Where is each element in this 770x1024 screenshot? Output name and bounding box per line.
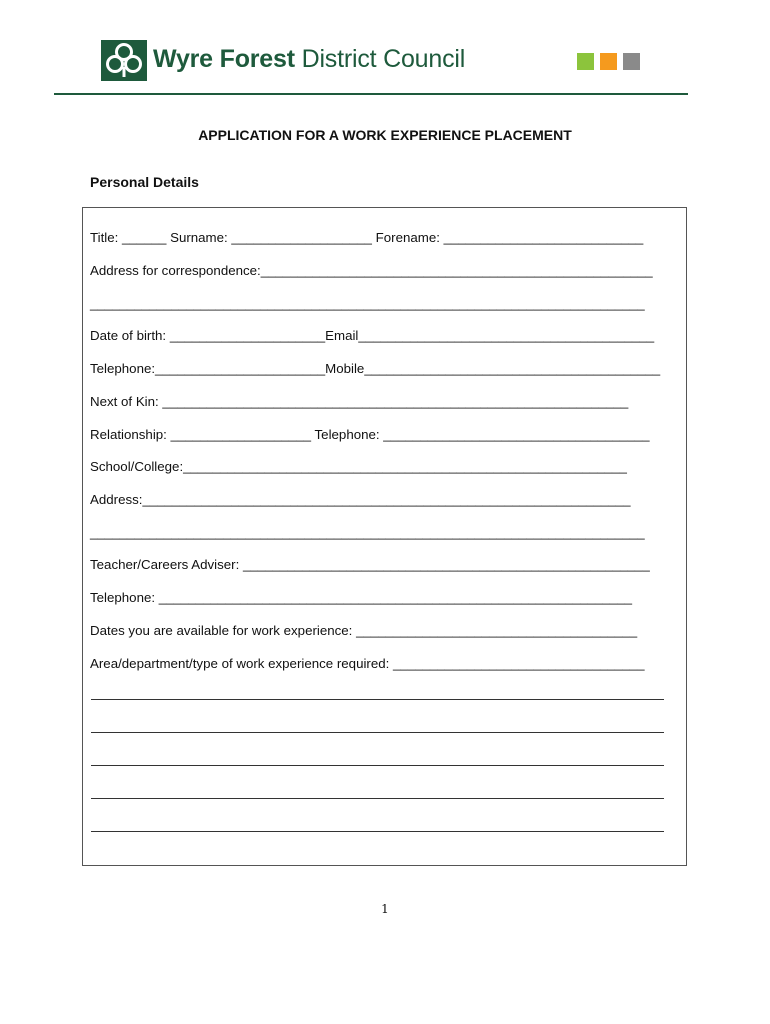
school-college-row[interactable]: School/College:____________________________________________________________ — [90, 459, 627, 474]
next-of-kin-row[interactable]: Next of Kin: _______________________________________________________________ — [90, 394, 629, 409]
teacher-adviser-row[interactable]: Teacher/Careers Adviser: _______________________________________________________ — [90, 557, 650, 572]
lime-square — [577, 53, 594, 70]
address-line-2-row[interactable]: ___________________________________________________________________________ — [90, 525, 645, 540]
telephone-row-2[interactable]: Telephone: ________________________________________________________________ — [90, 590, 633, 605]
organisation-name-rest: District Council — [301, 45, 466, 73]
dates-available-row[interactable]: Dates you are available for work experience: ______________________________________ — [90, 623, 638, 638]
blank-answer-line[interactable] — [91, 765, 664, 766]
name-row[interactable]: Title: ______ Surname: ___________________ Forename: ___________________________ — [90, 230, 644, 245]
header-divider — [54, 93, 688, 95]
personal-details-form — [82, 207, 687, 866]
telephone-mobile-row[interactable]: Telephone:_______________________Mobile________________________________________ — [90, 361, 661, 376]
area-required-row[interactable]: Area/department/type of work experience required: __________________________________ — [90, 656, 645, 671]
relationship-telephone-row[interactable]: Relationship: ___________________ Telephone: ____________________________________ — [90, 427, 650, 442]
organisation-name-bold: Wyre Forest — [153, 45, 295, 73]
trefoil-leaf-icon — [101, 40, 147, 81]
brand-squares — [577, 53, 640, 70]
address-correspondence-row[interactable]: Address for correspondence:_____________________________________________________ — [90, 263, 653, 278]
letterhead — [0, 0, 770, 100]
organisation-name — [153, 42, 465, 76]
orange-square — [600, 53, 617, 70]
document-title: APPLICATION FOR A WORK EXPERIENCE PLACEMENT — [198, 127, 572, 143]
blank-answer-line[interactable] — [91, 831, 664, 832]
address-row[interactable]: Address:__________________________________________________________________ — [90, 492, 631, 507]
blank-answer-line[interactable] — [91, 798, 664, 799]
blank-answer-line[interactable] — [91, 732, 664, 733]
address-continuation-row[interactable]: ___________________________________________________________________________ — [90, 296, 645, 311]
blank-answer-line[interactable] — [91, 699, 664, 700]
section-heading: Personal Details — [90, 174, 199, 190]
grey-square — [623, 53, 640, 70]
page-number: 1 — [381, 902, 389, 916]
dob-email-row[interactable]: Date of birth: _____________________Email________________________________________ — [90, 328, 655, 343]
